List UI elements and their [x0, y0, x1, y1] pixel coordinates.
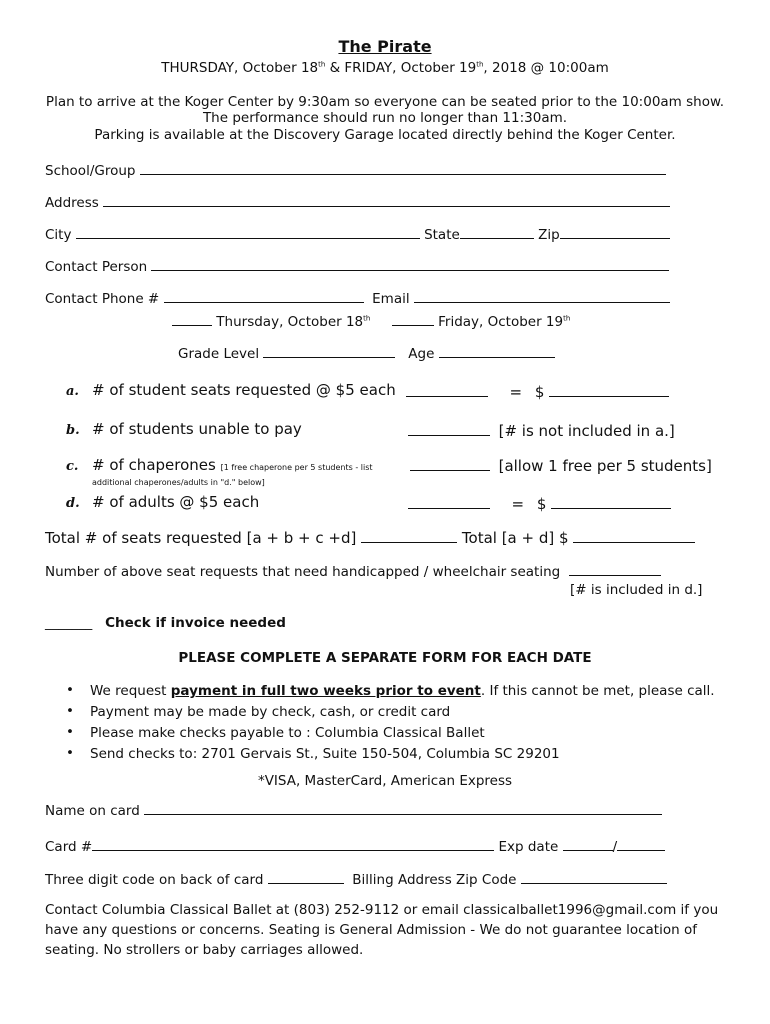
bullet-dot: • [66, 724, 74, 740]
item-c-blank[interactable] [410, 458, 490, 471]
name-on-card-field: Name on card [45, 802, 662, 819]
phone-email-row: Contact Phone # Email [45, 290, 670, 307]
invoice-checkbox-blank[interactable]: _______ [45, 615, 93, 631]
bullet-payment-deadline: We request payment in full two weeks prior to event. If this cannot be met, please call. [90, 683, 715, 699]
address-blank[interactable] [103, 194, 670, 207]
item-a-row: = $ [406, 384, 669, 401]
bullet-send-checks: Send checks to: 2701 Gervais St., Suite 150-504, Columbia SC 29201 [90, 746, 560, 762]
item-b-blank[interactable] [408, 423, 490, 436]
item-a-label: a. [66, 384, 79, 399]
total-seats-blank[interactable] [361, 530, 457, 543]
exp-month-blank[interactable] [563, 838, 613, 851]
item-b-text: # of students unable to pay [92, 420, 302, 438]
contact-person-blank[interactable] [151, 258, 669, 271]
city-state-zip-row: City State Zip [45, 226, 670, 243]
contact-person-field: Contact Person [45, 258, 669, 275]
email-blank[interactable] [414, 290, 670, 303]
item-d-row: = $ [408, 496, 671, 513]
bullet-payment-methods: Payment may be made by check, cash, or credit card [90, 704, 451, 720]
item-d-blank[interactable] [408, 496, 490, 509]
grade-age-row: Grade Level Age [178, 345, 555, 362]
page-title: The Pirate [338, 37, 432, 56]
item-d-label: d. [66, 496, 80, 511]
invoice-row: _______ Check if invoice needed [45, 615, 286, 631]
arrival-info: Plan to arrive at the Koger Center by 9:30am so everyone can be seated prior to the 10:00am show. [45, 94, 725, 110]
separate-form-notice: PLEASE COMPLETE A SEPARATE FORM FOR EACH DATE [178, 650, 592, 666]
age-blank[interactable] [439, 345, 555, 358]
bullet-payable-to: Please make checks payable to : Columbia Classical Ballet [90, 725, 485, 741]
handicap-note: [# is included in d.] [570, 582, 703, 598]
name-on-card-blank[interactable] [144, 802, 662, 815]
grade-level-blank[interactable] [263, 345, 395, 358]
handicap-blank[interactable] [569, 563, 661, 576]
exp-year-blank[interactable] [617, 838, 665, 851]
parking-info: Parking is available at the Discovery Garage located directly behind the Koger Center. [94, 127, 676, 143]
handicap-row: Number of above seat requests that need handicapped / wheelchair seating [45, 563, 661, 580]
item-c-small-note-2: additional chaperones/adults in "d." below] [92, 478, 265, 487]
school-group-blank[interactable] [140, 162, 666, 175]
item-d-amount-blank[interactable] [551, 496, 671, 509]
item-a-amount-blank[interactable] [549, 384, 669, 397]
school-group-field: School/Group [45, 162, 666, 179]
security-code-blank[interactable] [268, 871, 344, 884]
bullet-dot: • [66, 682, 74, 698]
date-choice-row: Thursday, October 18th Friday, October 19th [172, 313, 570, 330]
item-a-blank[interactable] [406, 384, 488, 397]
accepted-cards: *VISA, MasterCard, American Express [257, 773, 513, 789]
city-blank[interactable] [76, 226, 420, 239]
total-ad-blank[interactable] [573, 530, 695, 543]
contact-footer: Contact Columbia Classical Ballet at (803) 252-9112 or email classicalballet1996@gmail.com if you have any questions or concerns. Seating is General Admission - We do not guarantee location of seating. No strollers or baby carriages allowed. [45, 902, 719, 958]
card-number-blank[interactable] [92, 838, 494, 851]
item-c-label: c. [66, 459, 79, 474]
security-row: Three digit code on back of card Billing Address Zip Code [45, 871, 667, 888]
totals-row: Total # of seats requested [a + b + c +d] Total [a + d] $ [45, 530, 695, 546]
contact-phone-blank[interactable] [164, 290, 364, 303]
zip-blank[interactable] [560, 226, 670, 239]
item-d-text: # of adults @ $5 each [92, 493, 260, 511]
address-field: Address [45, 194, 670, 211]
state-blank[interactable] [460, 226, 534, 239]
friday-blank[interactable] [392, 313, 434, 326]
item-c-row: [allow 1 free per 5 students] [410, 458, 712, 475]
billing-zip-blank[interactable] [521, 871, 667, 884]
bullet-dot: • [66, 745, 74, 761]
item-c-small-note-1: [1 free chaperone per 5 students - list [220, 463, 373, 472]
card-number-row: Card # Exp date / [45, 838, 665, 855]
item-b-label: b. [66, 423, 80, 438]
bullet-dot: • [66, 703, 74, 719]
duration-info: The performance should run no longer than 11:30am. [202, 110, 568, 126]
item-a-text: # of student seats requested @ $5 each [92, 381, 396, 399]
item-b-row: [# is not included in a.] [408, 423, 675, 440]
event-dates: THURSDAY, October 18th & FRIDAY, October 19th, 2018 @ 10:00am [161, 60, 609, 76]
item-c-text: # of chaperones [1 free chaperone per 5 students - list [92, 456, 373, 474]
thursday-blank[interactable] [172, 313, 212, 326]
